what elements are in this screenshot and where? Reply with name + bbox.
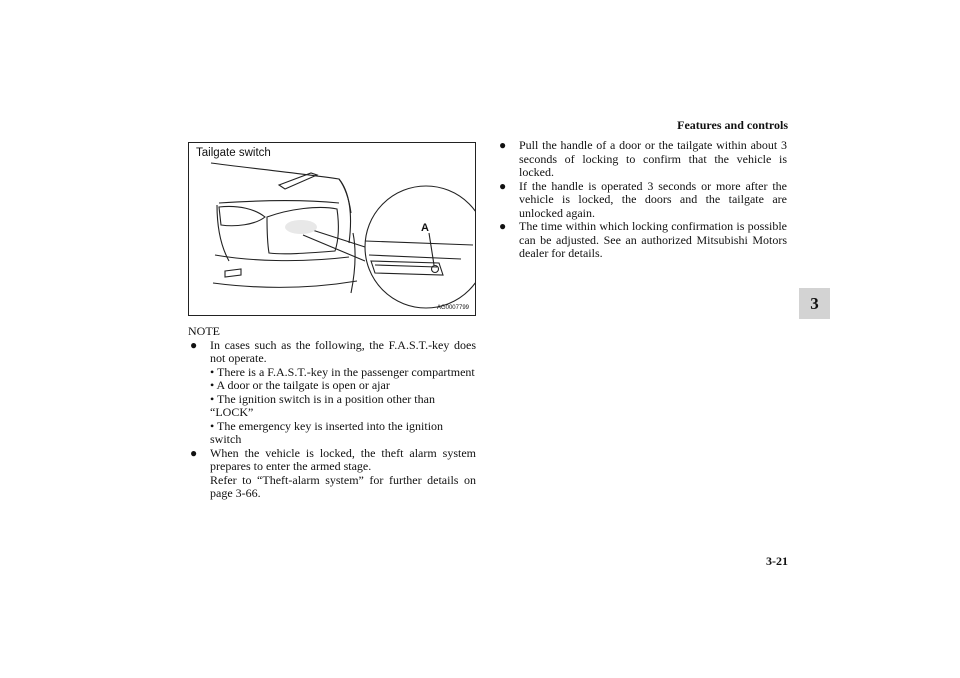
sub-item: • A door or the tailgate is open or ajar <box>210 378 390 392</box>
bullet-text: Pull the handle of a door or the tailgate within about 3 seconds of locking to confirm that the vehicle is locked. <box>519 138 787 179</box>
sub-item: Refer to “Theft-alarm system” for further details on page 3-66. <box>210 472 476 500</box>
left-column <box>188 325 476 501</box>
figure-code: AG0007799 <box>436 305 469 311</box>
sub-item: • There is a F.A.S.T.-key in the passenger compartment <box>210 364 475 379</box>
note-label: NOTE <box>188 324 220 338</box>
right-bullet <box>497 139 787 180</box>
tailgate-illustration <box>189 143 476 316</box>
section-header: Features and controls <box>677 118 788 132</box>
page-number: 3-21 <box>766 554 788 568</box>
tailgate-switch-figure <box>188 142 476 316</box>
right-column <box>497 139 787 261</box>
callout-letter: A <box>421 222 429 234</box>
sub-item: • The ignition switch is in a position other than “LOCK” <box>210 391 435 419</box>
bullet-icon: ● <box>499 138 507 152</box>
bullet-icon: ● <box>190 445 198 460</box>
bullet-text: When the vehicle is locked, the theft alarm system prepares to enter the armed stage. <box>210 445 476 473</box>
bullet-text: If the handle is operated 3 seconds or more after the vehicle is locked, the doors and the tailgate are unlocked again. <box>519 178 787 220</box>
note-bullet <box>188 339 476 447</box>
right-bullet <box>497 220 787 261</box>
bullet-text: The time within which locking confirmation is possible can be adjusted. See an authorized Mitsubishi Motors dealer for details. <box>519 219 787 260</box>
bullet-icon: ● <box>499 219 507 233</box>
bullet-icon: ● <box>499 178 507 193</box>
sub-item: • The emergency key is inserted into the ignition switch <box>210 418 444 446</box>
bullet-icon: ● <box>190 337 198 352</box>
right-bullet <box>497 180 787 221</box>
note-bullet <box>188 447 476 501</box>
chapter-tab: 3 <box>799 288 830 319</box>
figure-caption: Tailgate switch <box>196 147 271 159</box>
bullet-text: In cases such as the following, the F.A.S.T.-key does not operate. <box>210 337 476 365</box>
